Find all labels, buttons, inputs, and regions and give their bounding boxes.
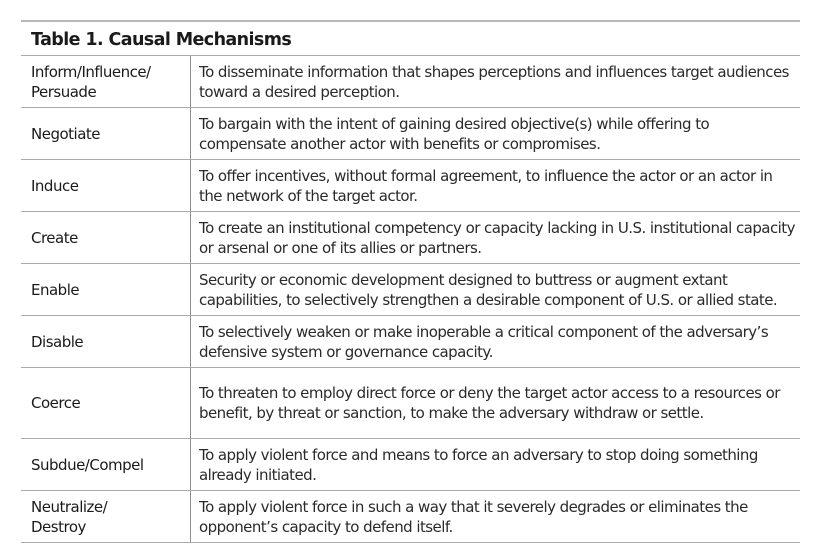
term-line-1: Neutralize/ xyxy=(31,497,108,516)
table-row-subdue-compel xyxy=(21,439,800,491)
table-row-coerce xyxy=(21,368,800,439)
causal-mechanisms-table xyxy=(21,20,800,543)
definition-cell: To apply violent force in such a way that it severely degrades or eliminates the opponent’s capacity to defend itself. xyxy=(191,491,801,543)
term-cell: Coerce xyxy=(21,368,191,439)
table-row-neutralize-destroy xyxy=(21,491,800,543)
table-title: Table 1. Causal Mechanisms xyxy=(21,22,800,56)
mechanisms-table-body xyxy=(21,56,800,543)
term-cell: Create xyxy=(21,212,191,264)
table-row-create xyxy=(21,212,800,264)
definition-cell: To disseminate information that shapes perceptions and influences target audiences toward a desired perception. xyxy=(191,56,801,108)
term-cell: Disable xyxy=(21,316,191,368)
definition-cell: To threaten to employ direct force or deny the target actor access to a resources or benefit, by threat or sanction, to make the adversary withdraw or settle. xyxy=(191,368,801,439)
definition-cell: To offer incentives, without formal agreement, to influence the actor or an actor in the network of the target actor. xyxy=(191,160,801,212)
definition-cell: To bargain with the intent of gaining desired objective(s) while offering to compensate another actor with benefits or compromises. xyxy=(191,108,801,160)
definition-cell: Security or economic development designed to buttress or augment extant capabilities, to selectively strengthen a desirable component of U.S. or allied state. xyxy=(191,264,801,316)
table-row-enable xyxy=(21,264,800,316)
term-cell: Negotiate xyxy=(21,108,191,160)
term-line-2: Destroy xyxy=(31,517,86,536)
table-row-induce xyxy=(21,160,800,212)
term-cell xyxy=(21,491,191,543)
term-cell: Subdue/Compel xyxy=(21,439,191,491)
table-row-inform-influence-persuade xyxy=(21,56,800,108)
table-row-disable xyxy=(21,316,800,368)
definition-cell: To create an institutional competency or capacity lacking in U.S. institutional capacity or arsenal or one of its allies or partners. xyxy=(191,212,801,264)
definition-cell: To apply violent force and means to force an adversary to stop doing something already initiated. xyxy=(191,439,801,491)
term-cell: Induce xyxy=(21,160,191,212)
term-line-1: Inform/Influence/ xyxy=(31,62,151,81)
term-cell xyxy=(21,56,191,108)
definition-cell: To selectively weaken or make inoperable a critical component of the adversary’s defensive system or governance capacity. xyxy=(191,316,801,368)
term-cell: Enable xyxy=(21,264,191,316)
table-row-negotiate xyxy=(21,108,800,160)
term-line-2: Persuade xyxy=(31,82,97,101)
